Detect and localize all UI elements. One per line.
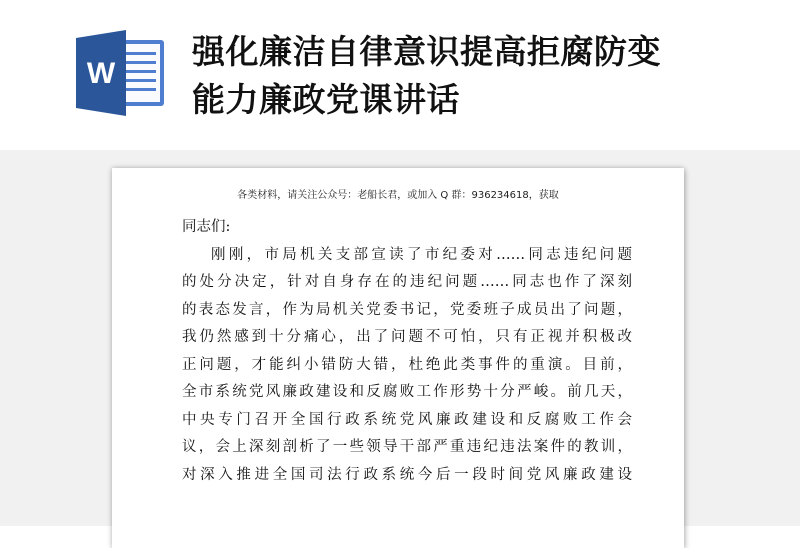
title-line-2: 能力廉政党课讲话	[192, 80, 460, 119]
body-line-5: 正问题，才能纠小错防大错，杜绝此类事件的重演。目前，	[182, 356, 632, 373]
body-line-4: 我仍然感到十分痛心，出了问题不可怕，只有正视并积极改	[182, 329, 632, 345]
title-line-1: 强化廉洁自律意识提高拒腐防变	[192, 32, 661, 71]
salutation: 同志们:	[182, 219, 231, 235]
body-line-7: 中央专门召开全国行政系统党风廉政建设和反腐败工作会	[182, 411, 632, 428]
word-document-icon	[76, 30, 166, 116]
body-line-6: 全市系统党风廉政建设和反腐败工作形势十分严峻。前几天，	[182, 384, 632, 400]
word-icon-letter: W	[86, 57, 116, 90]
body-line-2: 的处分决定，针对自身存在的违纪问题……同志也作了深刻	[182, 274, 632, 290]
banner	[0, 0, 800, 150]
page-title	[192, 28, 782, 124]
document-page	[112, 168, 684, 548]
header-note: 各类材料，请关注公众号：老船长君，或加入 Q 群：936234618，获取	[237, 190, 559, 201]
body-line-3: 的表态发言，作为局机关党委书记，党委班子成员出了问题，	[182, 301, 632, 318]
body-line-9: 对深入推进全国司法行政系统今后一段时间党风廉政建设	[182, 466, 632, 483]
document-body	[182, 214, 632, 489]
body-line-1: 刚刚，市局机关支部宣读了市纪委对……同志违纪问题	[211, 246, 632, 263]
body-line-8: 议，会上深刻剖析了一些领导干部严重违纪违法案件的教训，	[182, 439, 632, 455]
